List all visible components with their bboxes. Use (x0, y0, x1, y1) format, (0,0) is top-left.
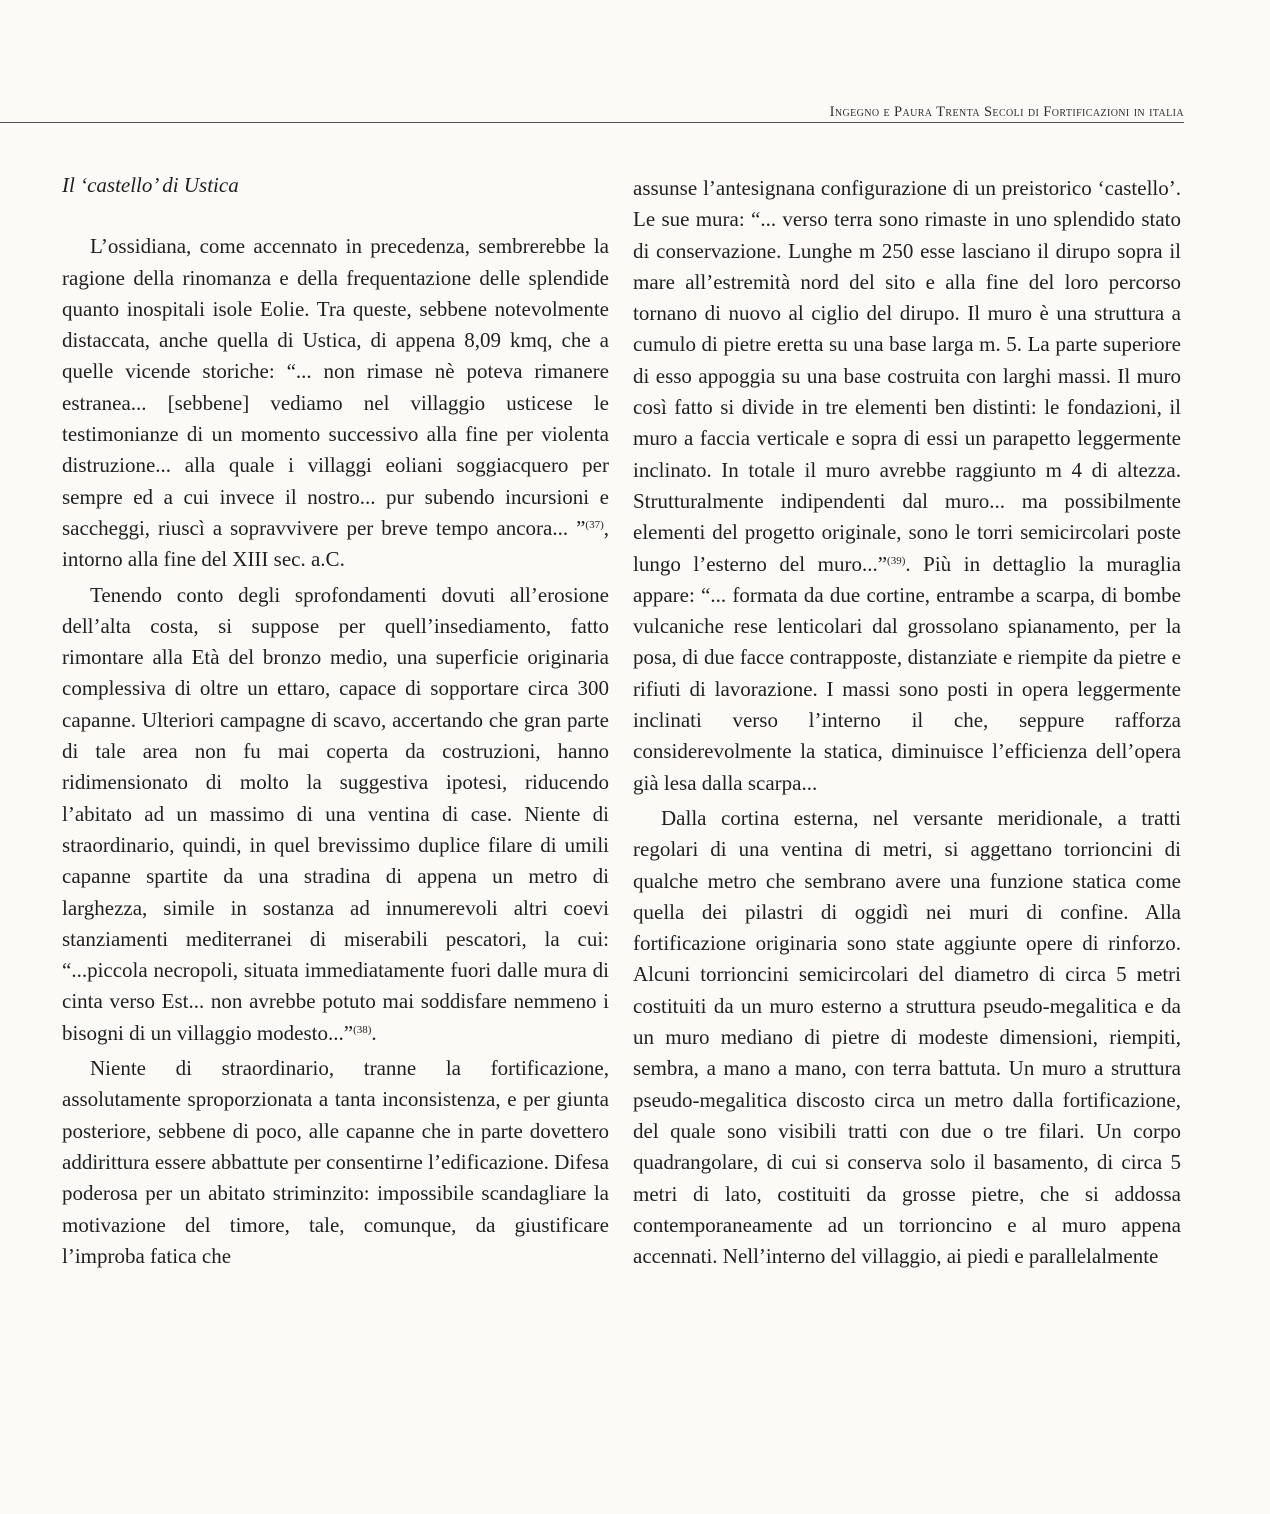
footnote-ref: (39) (887, 554, 906, 567)
footnote-ref: (38) (353, 1023, 372, 1036)
paragraph (62, 1053, 609, 1272)
running-head: Ingegno e Paura Trenta Secoli di Fortificazioni in italia (829, 104, 1184, 120)
paragraph (62, 231, 609, 575)
paragraph-tail: . (371, 1020, 377, 1045)
paragraph-text: Tenendo conto degli sprofondamenti dovuti all’erosione dell’alta costa, si suppose per quell’insediamento, fatto rimontare alla Età del bronzo medio, una superficie originaria complessiva di oltre un ettaro, capace di sopportare circa 300 capanne. Ulteriori campagne di scavo, accertando che gran parte di tale area non fu mai coperta da costruzioni, hanno ridimensionato di molto la suggestiva ipotesi, riducendo l’abitato ad un massimo di una ventina di case. Niente di straordinario, quindi, in quel brevissimo duplice filare di umili capanne spartite da una stradina di appena un metro di larghezza, simile in sostanza ad innumerevoli altri coevi stanziamenti mediterranei di miserabili pescatori, la cui: “...piccola necropoli, situata immediatamente fuori dalle mura di cinta verso Est... non avrebbe potuto mai soddisfare nemmeno i bisogni di un villaggio modesto...” (62, 582, 609, 1045)
paragraph-text: Dalla cortina esterna, nel versante meridionale, a tratti regolari di una ventina di metri, si aggettano torrioncini di qualche metro che sembrano avere una funzione statica come quella dei pilastri di oggidì nei muri di confine. Alla fortificazione originaria sono state aggiunte opere di rinforzo. Alcuni torrioncini semicircolari del diametro di circa 5 metri costituiti da un muro esterno a struttura pseudo-megalitica e da un muro mediano di pietre di modeste dimensioni, riempiti, sembra, a mano a mano, con terra battuta. Un muro a struttura pseudo-megalitica discosto circa un metro dalla fortificazione, del quale sono visibili tratti con due o tre filari. Un corpo quadrangolare, di cui si conserva solo il basamento, di circa 5 metri di lato, costituiti da grosse pietre, che si addossa contemporaneamente ad un torrioncino e al muro appena accennati. Nell’interno del villaggio, ai piedi e parallelalmente (633, 805, 1181, 1269)
paragraph (633, 173, 1181, 799)
section-title: Il ‘castello’ di Ustica (62, 173, 239, 197)
paragraph (62, 580, 609, 1049)
right-column (633, 173, 1181, 1272)
paragraph-tail: , intorno alla fine del XIII sec. a.C. (62, 515, 609, 572)
paragraph-text: assunse l’antesignana configurazione di un preistorico ‘castello’. Le sue mura: “... verso terra sono rimaste in uno splendido stato di conservazione. Lunghe m 250 esse lasciano il dirupo sopra il mare all’estremità nord del sito e alla fine del loro percorso tornano di nuovo al ciglio del dirupo. Il muro è una struttura a cumulo di pietre eretta su una base larga m. 5. La parte superiore di esso appoggia su una base costruita con larghi massi. Il muro così fatto si divide in tre elementi ben distinti: le fondazioni, il muro a faccia verticale e sopra di essi un parapetto leggermente inclinato. In totale il muro avrebbe raggiunto m 4 di altezza. Strutturalmente indipendenti dal muro... ma possibilmente elementi del progetto originale, sono le torri semicircolari poste lungo l’esterno del muro...” (633, 176, 1181, 576)
footnote-ref: (37) (585, 518, 604, 531)
left-column (62, 170, 609, 1272)
paragraph (633, 803, 1181, 1272)
paragraph-text: L’ossidiana, come accennato in precedenza, sembrerebbe la ragione della rinomanza e della frequentazione delle splendide quanto inospitali isole Eolie. Tra queste, sebbene notevolmente distaccata, anche quella di Ustica, di appena 8,09 kmq, che a quelle vicende storiche: “... non rimase nè poteva rimanere estranea... [sebbene] vediamo nel villaggio usticese le testimonianze di un momento successivo alla fine per violenta distruzione... alla quale i villaggi eoliani soggiacquero per sempre ed a cui invece il nostro... pur subendo incursioni e saccheggi, riuscì a sopravvivere per breve tempo ancora... ” (62, 234, 609, 540)
paragraph-tail: . Più in dettaglio la muraglia appare: “... formata da due cortine, entrambe a scarpa, di bombe vulcaniche rese lenticolari dal grossolano spianamento, per la posa, di due facce contrapposte, distanziate e riempite da pietre e rifiuti di lavorazione. I massi sono posti in opera leggermente inclinati verso l’interno il che, seppure rafforza considerevolmente la statica, diminuisce l’efficienza dell’opera già lesa dalla scarpa... (633, 551, 1182, 795)
header-rule (0, 122, 1184, 123)
paragraph-text: Niente di straordinario, tranne la fortificazione, assolutamente sproporzionata a tanta inconsistenza, e per giunta posteriore, sebbene di poco, alle capanne che in parte dovettero addirittura essere abbattute per consentirne l’edificazione. Difesa poderosa per un abitato striminzito: impossibile scandagliare la motivazione del timore, tale, comunque, da giustificare l’improba fatica che (62, 1056, 609, 1268)
